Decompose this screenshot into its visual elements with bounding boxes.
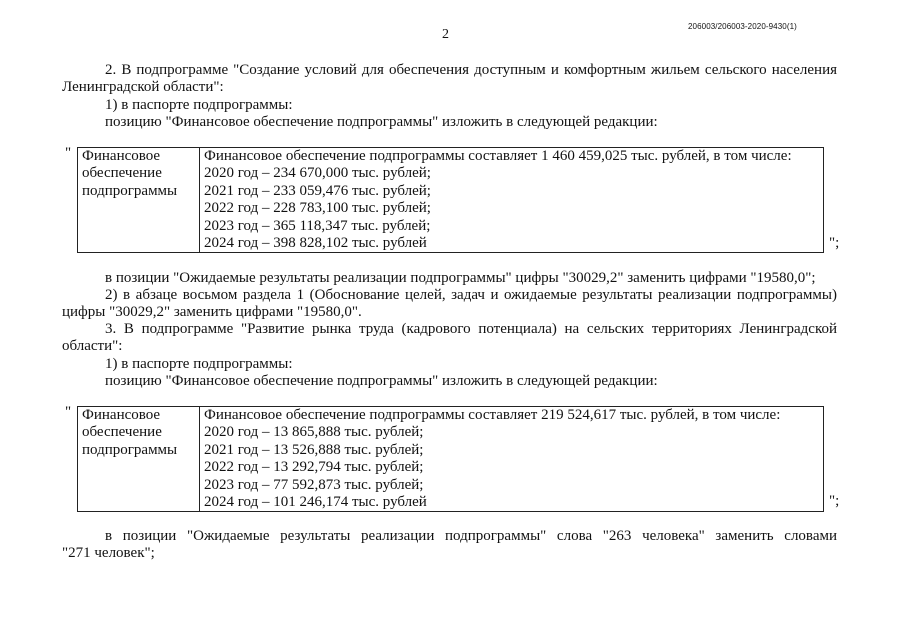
financing-label-cell bbox=[78, 148, 200, 253]
label-line: подпрограммы bbox=[82, 182, 178, 199]
paragraph-passport-2: 1) в паспорте подпрограммы: bbox=[105, 356, 293, 372]
paragraph-3-line-1: 3. В подпрограмме "Развитие рынка труда (кадрового потенциала) на сельских территориях Ленинградской bbox=[105, 321, 837, 337]
page-number: 2 bbox=[442, 27, 449, 42]
financing-year-row: 2020 год – 13 865,888 тыс. рублей; bbox=[204, 424, 424, 441]
financing-total: Финансовое обеспечение подпрограммы составляет 1 460 459,025 тыс. рублей, в том числе: bbox=[204, 148, 792, 164]
paragraph-expected-results-2-line-1: в позиции "Ожидаемые результаты реализации подпрограммы" слова "263 человека" заменить словами bbox=[105, 528, 837, 544]
financing-year-row: 2023 год – 365 118,347 тыс. рублей; bbox=[204, 217, 431, 234]
financing-year-row: 2021 год – 13 526,888 тыс. рублей; bbox=[204, 441, 424, 458]
paragraph-position-1: позицию "Финансовое обеспечение подпрограммы" изложить в следующей редакции: bbox=[105, 114, 658, 130]
financing-table-1 bbox=[77, 147, 824, 253]
paragraph-2-line-2: Ленинградской области": bbox=[62, 79, 224, 95]
financing-table-2 bbox=[77, 406, 824, 512]
financing-values-cell bbox=[200, 407, 824, 512]
paragraph-3-line-2: области": bbox=[62, 338, 123, 354]
open-quote-1: " bbox=[65, 145, 72, 161]
paragraph-2-line-1: 2. В подпрограмме "Создание условий для обеспечения доступным и комфортным жильем сельского населения bbox=[105, 62, 837, 78]
close-quote-1: "; bbox=[829, 235, 840, 251]
label-line: Финансовое bbox=[82, 148, 161, 164]
label-line: обеспечение bbox=[82, 424, 162, 441]
financing-label-cell bbox=[78, 407, 200, 512]
financing-year-row: 2022 год – 13 292,794 тыс. рублей; bbox=[204, 459, 424, 476]
paragraph-position-2: позицию "Финансовое обеспечение подпрограммы" изложить в следующей редакции: bbox=[105, 373, 658, 389]
paragraph-section-1-line-1: 2) в абзаце восьмом раздела 1 (Обоснование целей, задач и ожидаемые результаты реализации подпрограммы) bbox=[105, 287, 837, 303]
close-quote-2: "; bbox=[829, 493, 840, 509]
financing-year-row: 2024 год – 398 828,102 тыс. рублей bbox=[204, 235, 427, 252]
financing-year-row: 2020 год – 234 670,000 тыс. рублей; bbox=[204, 165, 431, 182]
financing-year-row: 2021 год – 233 059,476 тыс. рублей; bbox=[204, 182, 431, 199]
paragraph-section-1-line-2: цифры "30029,2" заменить цифрами "19580,0". bbox=[62, 304, 362, 320]
label-line: подпрограммы bbox=[82, 441, 178, 458]
financing-year-row: 2022 год – 228 783,100 тыс. рублей; bbox=[204, 200, 431, 217]
label-line: обеспечение bbox=[82, 165, 162, 182]
financing-year-row: 2023 год – 77 592,873 тыс. рублей; bbox=[204, 476, 424, 493]
document-id: 206003/206003-2020-9430(1) bbox=[688, 22, 797, 31]
paragraph-expected-results-2-line-2: "271 человек"; bbox=[62, 545, 155, 561]
paragraph-expected-results-1: в позиции "Ожидаемые результаты реализации подпрограммы" цифры "30029,2" заменить цифрами "19580,0"; bbox=[105, 270, 816, 286]
financing-year-row: 2024 год – 101 246,174 тыс. рублей bbox=[204, 494, 427, 511]
open-quote-2: " bbox=[65, 404, 72, 420]
label-line: Финансовое bbox=[82, 407, 161, 423]
financing-total: Финансовое обеспечение подпрограммы составляет 219 524,617 тыс. рублей, в том числе: bbox=[204, 407, 781, 423]
paragraph-passport-1: 1) в паспорте подпрограммы: bbox=[105, 97, 293, 113]
financing-values-cell bbox=[200, 148, 824, 253]
